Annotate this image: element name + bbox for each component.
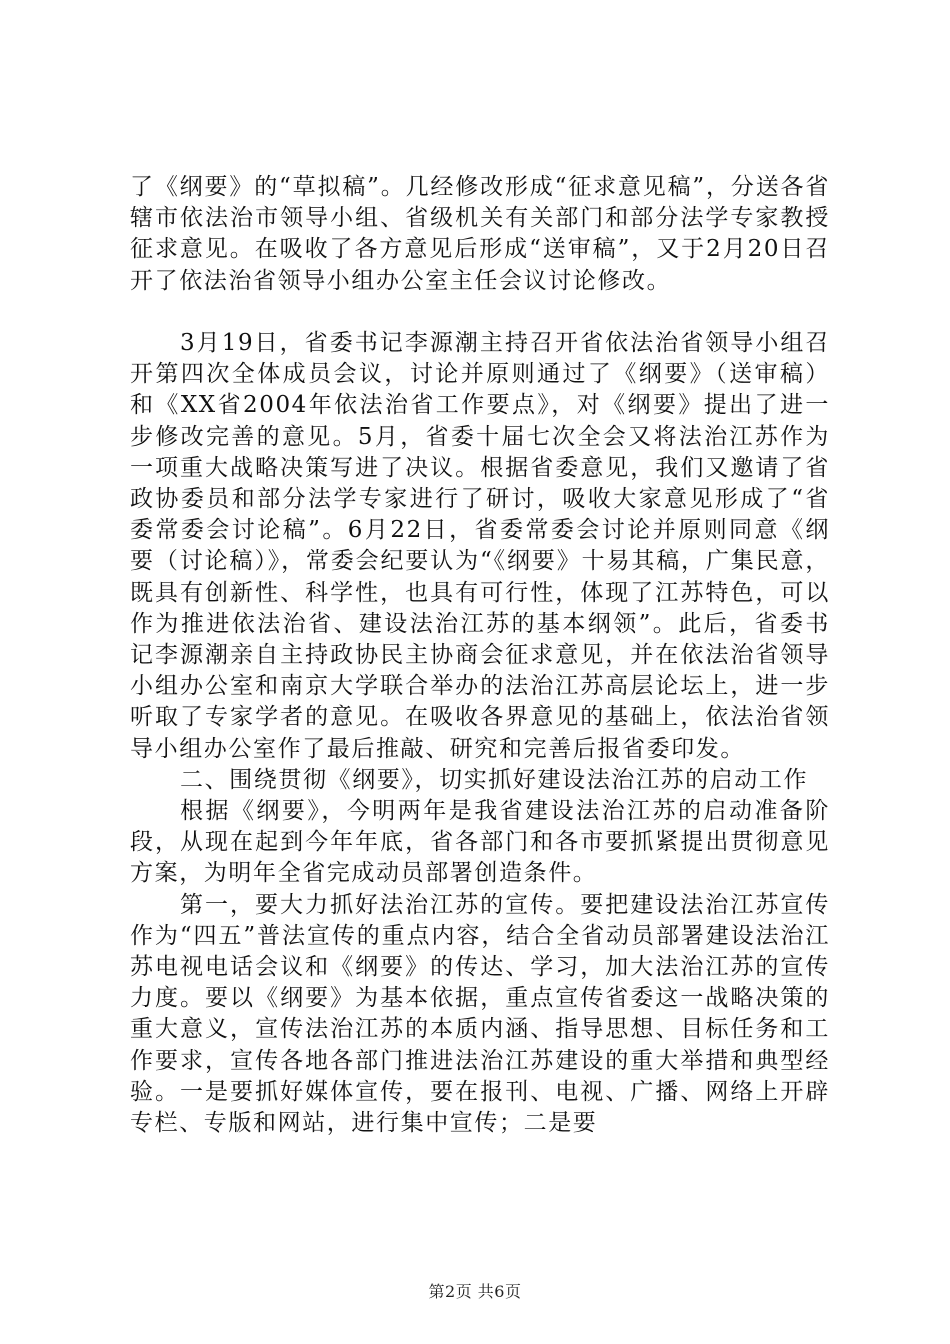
section-heading: 二、围绕贯彻《纲要》，切实抓好建设法治江苏的启动工作 bbox=[180, 766, 809, 793]
paragraph-4: 第一，要大力抓好法治江苏的宣传。要把建设法治江苏宣传作为“四五”普法宣传的重点内容，结合全省动员部署建设法治江苏电视电话会议和《纲要》的传达、学习，加大法治江苏的宣传力度。要以《纲要》为基本依据，重点宣传省委这一战略决策的重大意义，宣传法治江苏的本质内涵、指导思想、目标任务和工作要求，宣传各地各部门推进法治江苏建设的重大举措和典型经验。一是要抓好媒体宣传，要在报刊、电视、广播、网络上开辟专栏、专版和网站，进行集中宣传；二是要 bbox=[130, 891, 830, 1137]
paragraph-1: 了《纲要》的“草拟稿”。几经修改形成“征求意见稿”，分送各省辖市依法治市领导小组、省级机关有关部门和部分法学专家教授征求意见。在吸收了各方意见后形成“送审稿”，又于2月20日召开了依法治省领导小组办公室主任会议讨论修改。 bbox=[130, 174, 830, 294]
body-text bbox=[130, 328, 830, 1139]
paragraph-3: 根据《纲要》，今明两年是我省建设法治江苏的启动准备阶段，从现在起到今年年底，省各部门和各市要抓紧提出贯彻意见方案，为明年全省完成动员部署创造条件。 bbox=[130, 798, 830, 887]
paragraph-2: 3月19日，省委书记李源潮主持召开省依法治省领导小组召开第四次全体成员会议，讨论并原则通过了《纲要》（送审稿）和《XX省2004年依法治省工作要点》，对《纲要》提出了进一步修改完善的意见。5月，省委十届七次全会又将法治江苏作为一项重大战略决策写进了决议。根据省委意见，我们又邀请了省政协委员和部分法学专家进行了研讨，吸收大家意见形成了“省委常委会讨论稿”。6月22日，省委常委会讨论并原则同意《纲要（讨论稿）》，常委会纪要认为“《纲要》十易其稿，广集民意，既具有创新性、科学性，也具有可行性，体现了江苏特色，可以作为推进依法治省、建设法治江苏的基本纲领”。此后，省委书记李源潮亲自主持政协民主协商会征求意见，并在依法治省领导小组办公室和南京大学联合举办的法治江苏高层论坛上，进一步听取了专家学者的意见。在吸收各界意见的基础上，依法治省领导小组办公室作了最后推敲、研究和完善后报省委印发。 bbox=[130, 330, 830, 762]
page-footer: 第2页 共6页 bbox=[428, 1282, 522, 1301]
paragraph-continuation bbox=[130, 172, 830, 297]
